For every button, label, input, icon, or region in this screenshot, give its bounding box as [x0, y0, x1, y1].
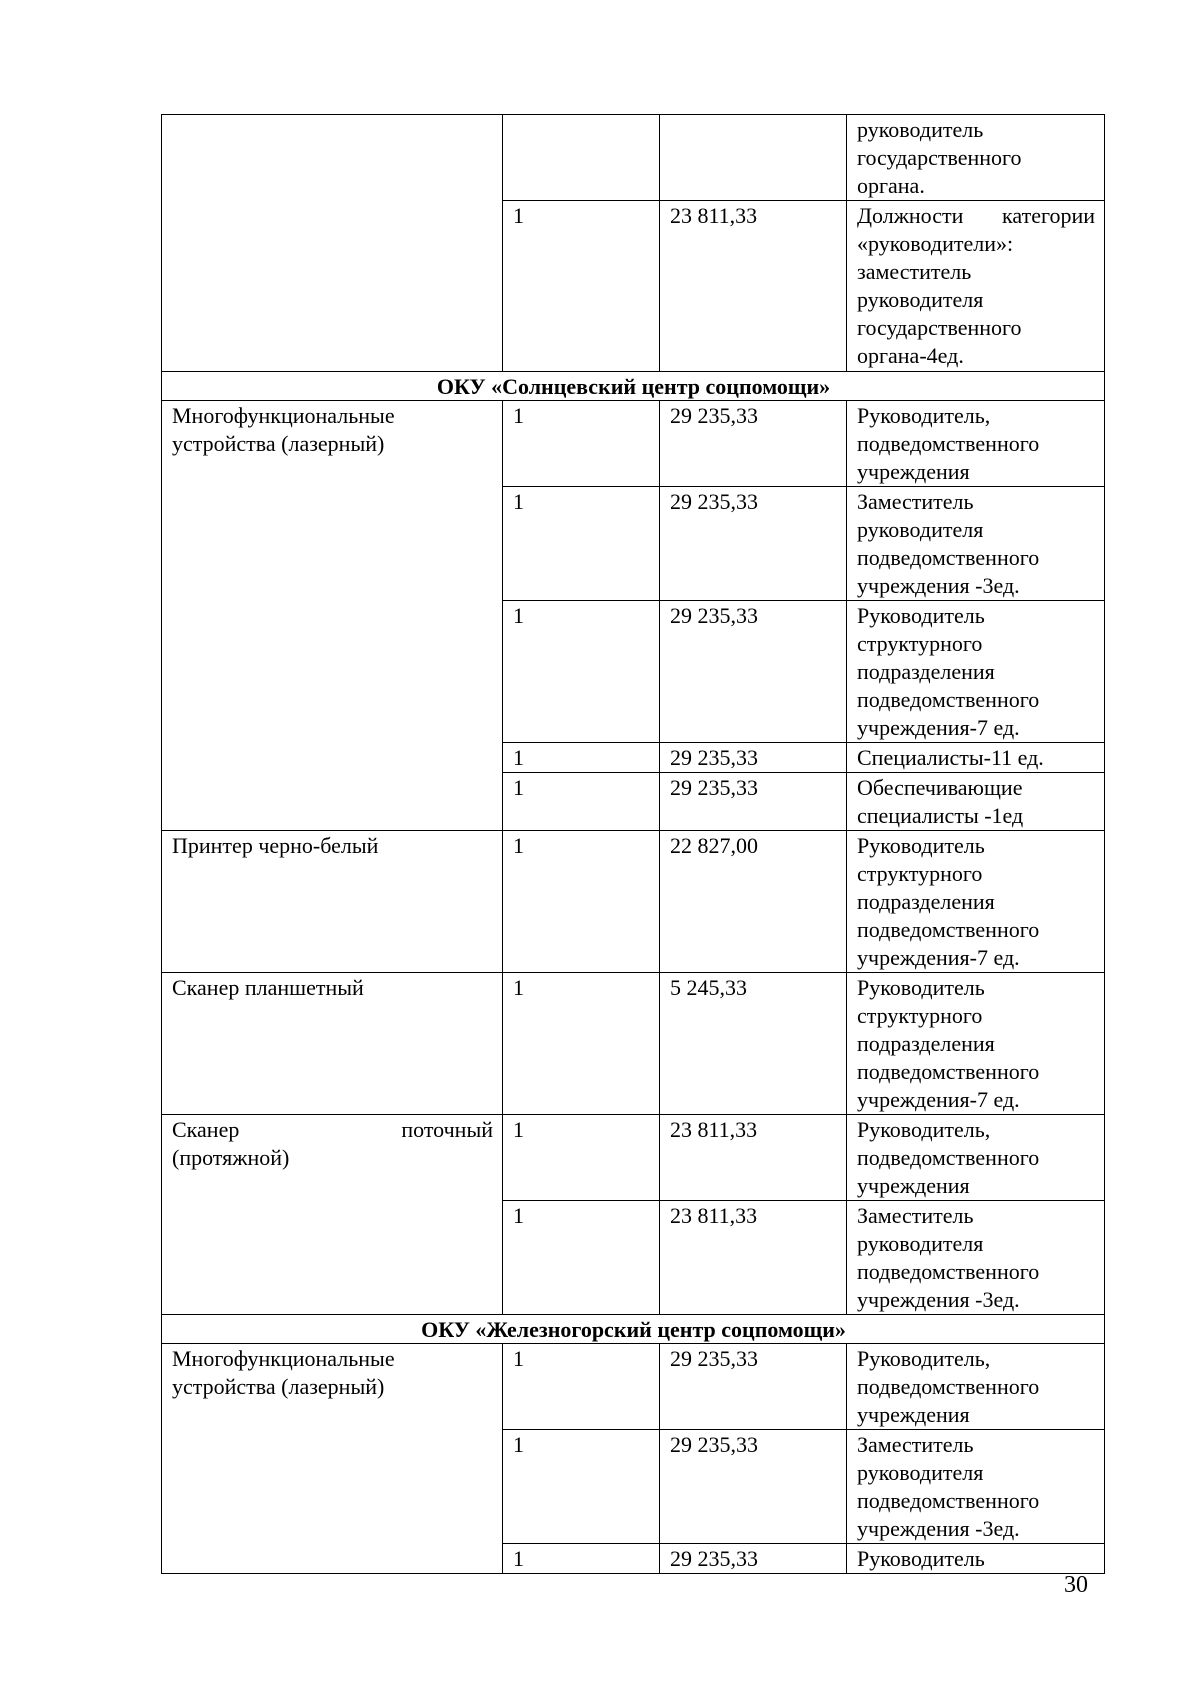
position-line: руководителя	[857, 1460, 984, 1485]
table-row	[162, 115, 1105, 201]
qty-cell: 1	[503, 487, 660, 601]
position-cell	[847, 201, 1105, 372]
position-line: органа.	[857, 173, 925, 198]
position-line: государственного	[857, 315, 1022, 340]
position-line: «руководители»:	[857, 231, 1014, 256]
table-row	[162, 1115, 1105, 1201]
position-line: государственного	[857, 145, 1022, 170]
table-row	[162, 401, 1105, 487]
position-cell	[847, 1544, 1105, 1574]
price-cell: 29 235,33	[660, 401, 847, 487]
page-number: 30	[1064, 1572, 1088, 1598]
item-cell	[162, 115, 503, 372]
position-line: подведомственного	[857, 431, 1040, 456]
position-cell	[847, 973, 1105, 1115]
price-cell: 29 235,33	[660, 601, 847, 743]
qty-cell: 1	[503, 973, 660, 1115]
position-cell	[847, 1430, 1105, 1544]
equipment-norms-table	[161, 114, 1105, 1574]
position-cell	[847, 743, 1105, 773]
position-line: учреждения -3ед.	[857, 573, 1020, 598]
position-line: Заместитель	[857, 489, 974, 514]
position-line: руководитель	[857, 117, 984, 142]
position-line: Руководитель,	[857, 403, 991, 428]
position-line: Должности категории	[857, 203, 1095, 228]
position-line: подведомственного	[857, 917, 1040, 942]
item-line: Многофункциональные	[172, 403, 395, 428]
qty-cell	[503, 115, 660, 201]
price-cell: 29 235,33	[660, 1430, 847, 1544]
item-line: Многофункциональные	[172, 1346, 395, 1371]
position-line: структурного	[857, 861, 983, 886]
position-line: Заместитель	[857, 1203, 974, 1228]
section-title: ОКУ «Железногорский центр соцпомощи»	[162, 1315, 1105, 1344]
position-line: Руководитель	[857, 833, 985, 858]
section-row	[162, 372, 1105, 401]
position-line: учреждения	[857, 1173, 970, 1198]
qty-cell: 1	[503, 601, 660, 743]
section-row	[162, 1315, 1105, 1344]
position-line: учреждения -3ед.	[857, 1287, 1020, 1312]
position-line: подразделения	[857, 1031, 995, 1056]
position-cell	[847, 401, 1105, 487]
position-cell	[847, 487, 1105, 601]
position-line: учреждения	[857, 1402, 970, 1427]
position-line: подведомственного	[857, 1374, 1040, 1399]
qty-cell: 1	[503, 773, 660, 831]
price-cell: 5 245,33	[660, 973, 847, 1115]
position-line: органа-4ед.	[857, 343, 964, 368]
qty-cell: 1	[503, 1544, 660, 1574]
position-line: Обеспечивающие	[857, 775, 1023, 800]
position-line: руководителя	[857, 517, 984, 542]
price-cell: 23 811,33	[660, 201, 847, 372]
price-cell: 22 827,00	[660, 831, 847, 973]
position-cell	[847, 773, 1105, 831]
position-cell	[847, 601, 1105, 743]
item-line: (протяжной)	[172, 1145, 290, 1170]
item-line: устройства (лазерный)	[172, 431, 385, 456]
position-line: подведомственного	[857, 545, 1040, 570]
position-line: учреждения -3ед.	[857, 1516, 1020, 1541]
table-row	[162, 1344, 1105, 1430]
item-cell: Принтер черно-белый	[162, 831, 503, 973]
qty-cell: 1	[503, 401, 660, 487]
item-cell	[162, 1344, 503, 1574]
qty-cell: 1	[503, 1115, 660, 1201]
price-cell: 29 235,33	[660, 743, 847, 773]
qty-cell: 1	[503, 1344, 660, 1430]
qty-cell: 1	[503, 1201, 660, 1315]
price-cell: 23 811,33	[660, 1201, 847, 1315]
position-line: подведомственного	[857, 687, 1040, 712]
qty-cell: 1	[503, 1430, 660, 1544]
position-line: Заместитель	[857, 1432, 974, 1457]
position-line: Руководитель,	[857, 1117, 991, 1142]
position-line: подведомственного	[857, 1259, 1040, 1284]
position-cell	[847, 1115, 1105, 1201]
position-line: руководителя	[857, 1231, 984, 1256]
position-line: Руководитель	[857, 975, 985, 1000]
position-cell	[847, 115, 1105, 201]
price-cell: 23 811,33	[660, 1115, 847, 1201]
item-cell	[162, 1115, 503, 1315]
position-line: учреждения-7 ед.	[857, 945, 1020, 970]
position-line: специалисты -1ед	[857, 803, 1024, 828]
qty-cell: 1	[503, 201, 660, 372]
position-line: подразделения	[857, 659, 995, 684]
section-title: ОКУ «Солнцевский центр соцпомощи»	[162, 372, 1105, 401]
position-line: подведомственного	[857, 1488, 1040, 1513]
position-cell	[847, 1201, 1105, 1315]
price-cell: 29 235,33	[660, 773, 847, 831]
position-line: Руководитель,	[857, 1346, 991, 1371]
position-line: структурного	[857, 1003, 983, 1028]
table-row	[162, 831, 1105, 973]
position-line: Руководитель	[857, 1546, 985, 1571]
table-row	[162, 973, 1105, 1115]
position-line: учреждения-7 ед.	[857, 715, 1020, 740]
position-line: Руководитель	[857, 603, 985, 628]
qty-cell: 1	[503, 831, 660, 973]
price-cell	[660, 115, 847, 201]
item-cell: Сканер планшетный	[162, 973, 503, 1115]
price-cell: 29 235,33	[660, 1544, 847, 1574]
price-cell: 29 235,33	[660, 1344, 847, 1430]
qty-cell: 1	[503, 743, 660, 773]
position-line: учреждения-7 ед.	[857, 1087, 1020, 1112]
position-cell	[847, 831, 1105, 973]
position-line: заместитель	[857, 259, 972, 284]
price-cell: 29 235,33	[660, 487, 847, 601]
position-line: учреждения	[857, 459, 970, 484]
item-line: Сканер поточный	[172, 1117, 493, 1142]
position-line: руководителя	[857, 287, 984, 312]
position-line: подразделения	[857, 889, 995, 914]
position-line: подведомственного	[857, 1145, 1040, 1170]
position-line: Специалисты-11 ед.	[857, 745, 1044, 770]
position-cell	[847, 1344, 1105, 1430]
item-cell	[162, 401, 503, 831]
position-line: структурного	[857, 631, 983, 656]
item-line: устройства (лазерный)	[172, 1374, 385, 1399]
position-line: подведомственного	[857, 1059, 1040, 1084]
